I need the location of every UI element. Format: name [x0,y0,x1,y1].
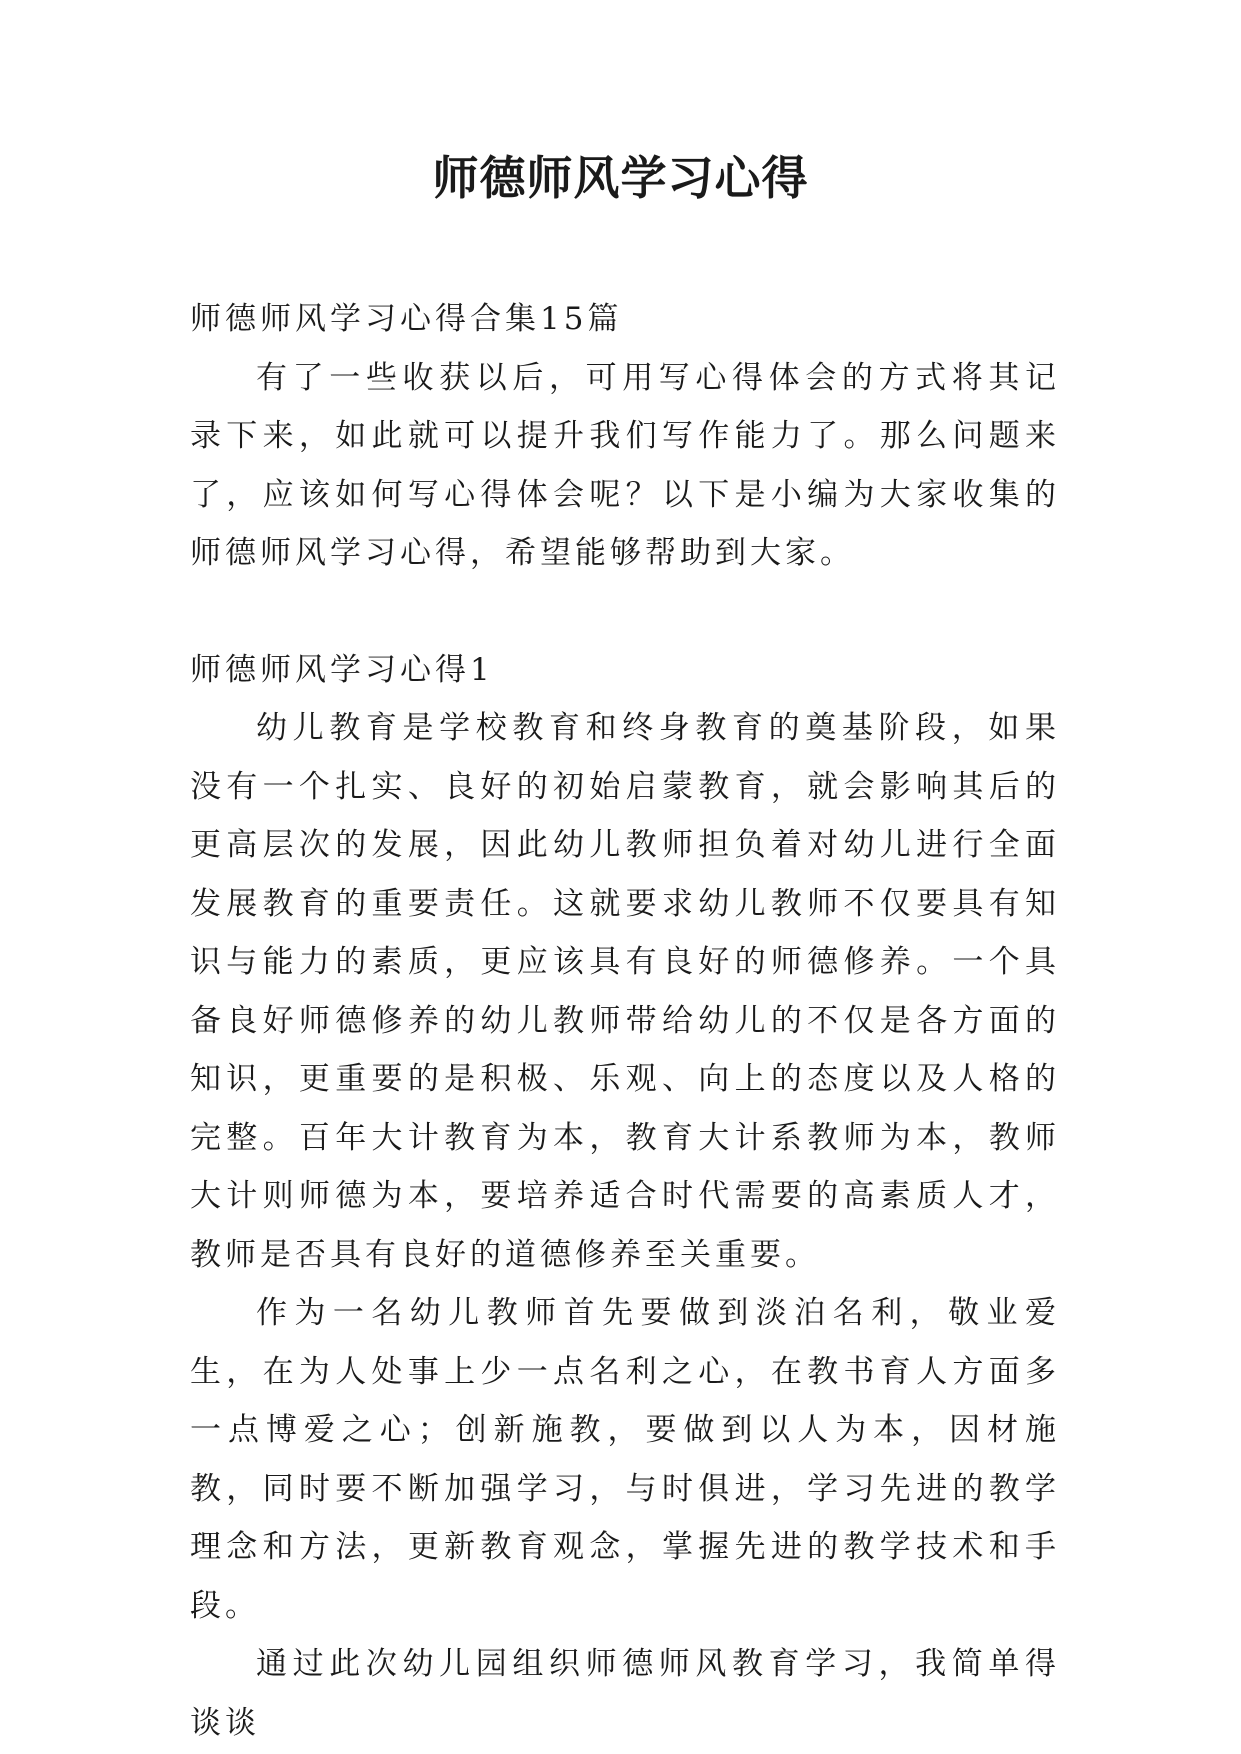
collection-subtitle: 师德师风学习心得合集15篇 [190,301,623,337]
body-paragraph: 幼儿教育是学校教育和终身教育的奠基阶段，如果没有一个扎实、良好的初始启蒙教育，就会影响其后的更高层次的发展，因此幼儿教师担负着对幼儿进行全面发展教育的重要责任。这就要求幼儿教师不仅要具有知识与能力的素质，更应该具有良好的师德修养。一个具备良好师德修养的幼儿教师带给幼儿的不仅是各方面的知识，更重要的是积极、乐观、向上的态度以及人格的完整。百年大计教育为本，教育大计系教师为本，教师大计则师德为本，要培养适合时代需要的高素质人才，教师是否具有良好的道德修养至关重要。 [190,710,1060,1273]
document-body [190,290,1060,1752]
intro-paragraph: 有了一些收获以后，可用写心得体会的方式将其记录下来，如此就可以提升我们写作能力了。那么问题来了，应该如何写心得体会呢？以下是小编为大家收集的师德师风学习心得，希望能够帮助到大家。 [190,359,1060,571]
body-paragraph: 通过此次幼儿园组织师德师风教育学习，我简单得谈谈 [190,1646,1060,1741]
document-title: 师德师风学习心得 [432,151,809,205]
section-heading: 师德师风学习心得1 [190,651,494,688]
section-spacer [190,583,1060,641]
body-paragraph: 作为一名幼儿教师首先要做到淡泊名利，敬业爱生，在为人处事上少一点名利之心，在教书育人方面多一点博爱之心；创新施教，要做到以人为本，因材施教，同时要不断加强学习，与时俱进，学习先进的教学理念和方法，更新教育观念，掌握先进的教学技术和手段。 [190,1295,1060,1624]
